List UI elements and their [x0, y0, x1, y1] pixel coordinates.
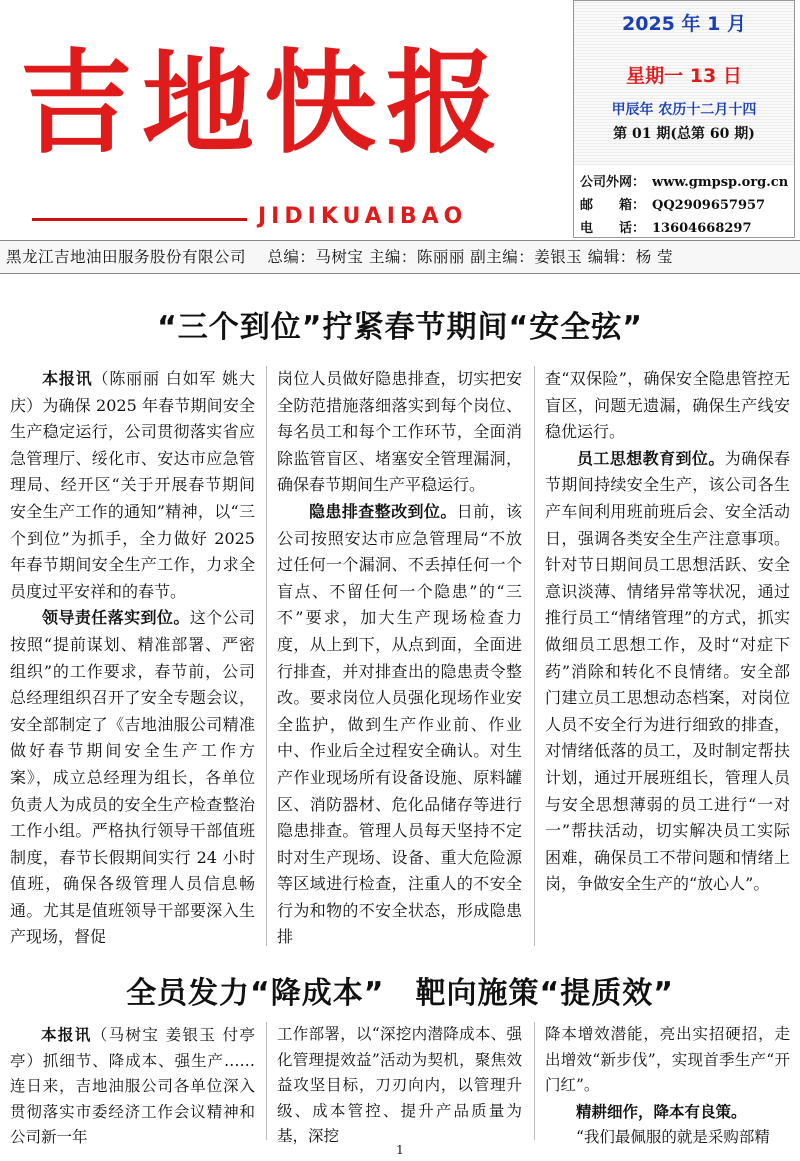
- issue-info-box: [573, 0, 795, 238]
- column-divider: [266, 366, 267, 946]
- phone-row: [580, 217, 752, 236]
- page-number: 1: [396, 1143, 404, 1157]
- article-2-headline: 全员发力“降成本” 靶向施策“提质效”: [126, 976, 674, 1011]
- byline-label: 本报讯: [42, 369, 93, 388]
- paragraph: （陈丽丽 白如军 姚大庆）为确保 2025 年春节期间安全生产稳定运行，公司贯彻落实省应急管理厅、绥化市、安达市应急管理局、经开区“关于开展春节期间安全生产工作的通知”精神，以“三个到位”为抓手，全力做好 2025 年春节期间安全生产工作，力求全员度过平安祥和的春节。: [10, 369, 255, 601]
- paragraph: 为确保春节期间持续安全生产，该公司各生产车间利用班前班后会、安全活动日，强调各类安全生产注意事项。针对节日期间员工思想活跃、安全意识淡薄、情绪异常等状况，通过推行员工“情绪管理”的方式，抓实做细员工思想工作，及时“对症下药”消除和转化不良情绪。安全部门建立员工思想动态档案，对岗位人员不安全行为进行细致的排查，对情绪低落的员工，及时制定帮扶计划，通过开展班组长，管理人员与安全思想薄弱的员工进行“一对一”帮扶活动，切实解决员工实际困难，确保员工不带问题和情绪上岗，争做安全生产的“放心人”。: [545, 448, 790, 894]
- paragraph: 降本增效潜能，亮出实招硬招，走出增效“新步伐”，实现首季生产“开门红”。: [545, 1025, 790, 1094]
- issue-weekday-date: 星期一 13 日: [626, 65, 742, 87]
- section-heading: 员工思想教育到位。: [577, 448, 725, 468]
- paragraph: 日前，该公司按照安达市应急管理局“不放过任何一个漏洞、不丢掉任何一个盲点、不留任何一个隐患”的“三不”要求，加大生产现场检查力度，从上到下，从点到面，全面进行排查，并对排查出的隐患责令整改。要求岗位人员强化现场作业安全监护，做到生产作业前、作业中、作业后全过程安全确认。对生产作业现场所有设备设施、原料罐区、消防器材、危化品储存等进行隐患排查。管理人员每天坚持不定时对生产现场、设备、重大危险源等区域进行检查，注重人的不安全行为和物的不安全状态，形成隐患排: [277, 501, 522, 947]
- issue-number: 第 01 期(总第 60 期): [613, 126, 755, 142]
- paragraph: 工作部署，以“深挖内潜降成本、强化管理提效益”活动为契机，聚焦效益攻坚目标，刀刃向内，以管理升级、成本管控、提升产品质量为基，深挖: [277, 1025, 522, 1145]
- email-value: QQ2909657957: [652, 198, 766, 213]
- paragraph: 这个公司按照“提前谋划、精准部署、严密组织”的工作要求，春节前，公司总经理组织召开了安全专题会议，安全部制定了《吉地油服公司精准做好春节期间安全生产工作方案》，成立总经理为组长，各单位负责人为成员的安全生产检查整治工作小组。严格执行领导干部值班制度，春节长假期间实行 24 小时值班，确保各级管理人员信息畅通。尤其是值班领导干部要深入生产现场，督促: [10, 608, 255, 947]
- column-divider: [534, 1022, 535, 1140]
- article-1-column-1: [10, 366, 255, 951]
- issue-year-month: 2025 年 1 月: [622, 13, 746, 35]
- masthead: [0, 0, 800, 240]
- email-row: [580, 194, 765, 213]
- editorial-staff-bar: 黑龙江吉地油田服务股份有限公司 总编：马树宝 主编：陈丽丽 副主编：姜银玉 编辑：杨 莹: [0, 240, 800, 274]
- paragraph: “我们最佩服的就是采购部精: [576, 1128, 770, 1146]
- website-value[interactable]: www.gmpsp.org.cn: [652, 175, 789, 190]
- newspaper-title-pinyin: JIDIKUAIBAO: [258, 204, 468, 229]
- article-1-headline: “三个到位”拧紧春节期间“安全弦”: [157, 310, 643, 345]
- issue-lunar-date: 甲辰年 农历十二月十四: [611, 102, 757, 118]
- website-label: 公司外网：: [580, 175, 646, 190]
- paragraph: 岗位人员做好隐患排查，切实把安全防范措施落细落实到每个岗位、每名员工和每个工作环节，全面消除监管盲区、堵塞安全管理漏洞，确保春节期间生产平稳运行。: [277, 369, 522, 495]
- phone-value: 13604668297: [652, 221, 752, 236]
- column-divider: [534, 366, 535, 946]
- article-1-column-3: [545, 366, 790, 898]
- website-row: [580, 171, 788, 190]
- section-heading: 隐患排查整改到位。: [309, 501, 457, 521]
- newspaper-title: 吉地快报: [20, 39, 508, 169]
- article-2-column-2: [277, 1022, 522, 1150]
- article-2-column-3: [545, 1022, 790, 1151]
- article-1-column-2: [277, 366, 522, 951]
- paragraph: （马树宝 姜银玉 付亭亭）抓细节、降成本、强生产……连日来，吉地油服公司各单位深入贯彻落实市委经济工作会议精神和公司新一年: [10, 1026, 255, 1146]
- paragraph: 查“双保险”，确保安全隐患管控无盲区，问题无遗漏，确保生产线安稳优运行。: [545, 369, 790, 442]
- section-heading: 领导责任落实到位。: [42, 608, 190, 628]
- section-heading: 精耕细作，降本有良策。: [576, 1101, 747, 1121]
- byline-label: 本报讯: [41, 1025, 92, 1044]
- article-2-column-1: [10, 1022, 255, 1151]
- email-label: 邮 箱：: [580, 198, 646, 213]
- column-divider: [266, 1022, 267, 1140]
- phone-label: 电 话：: [580, 221, 646, 236]
- title-underline: [32, 218, 247, 221]
